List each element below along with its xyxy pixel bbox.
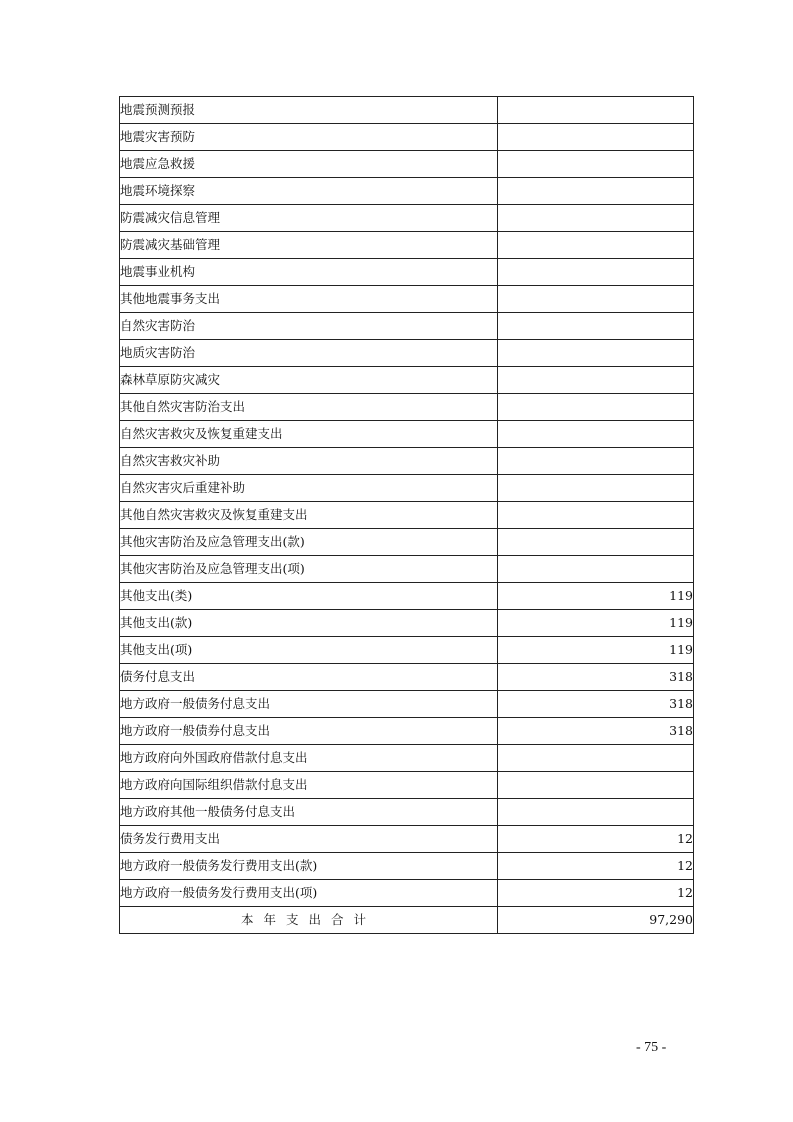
item-amount-cell [498,178,694,205]
item-name-cell: 地方政府向国际组织借款付息支出 [120,772,498,799]
item-name-cell: 其他灾害防治及应急管理支出(项) [120,556,498,583]
item-name-cell: 森林草原防灾减灾 [120,367,498,394]
expenditure-table-container [119,96,693,934]
item-name-cell: 地质灾害防治 [120,340,498,367]
item-name-cell: 地方政府一般债务发行费用支出(款) [120,853,498,880]
item-name-cell: 自然灾害救灾补助 [120,448,498,475]
item-amount-cell [498,340,694,367]
item-amount-cell [498,799,694,826]
item-amount-cell: 119 [498,583,694,610]
table-row [120,826,694,853]
item-name-cell: 自然灾害救灾及恢复重建支出 [120,421,498,448]
item-name-cell: 地方政府其他一般债务付息支出 [120,799,498,826]
item-amount-cell [498,313,694,340]
item-name-cell: 防震减灾信息管理 [120,205,498,232]
item-name-cell: 其他自然灾害防治支出 [120,394,498,421]
table-row [120,259,694,286]
item-amount-cell: 12 [498,880,694,907]
table-row [120,178,694,205]
item-name-cell: 地方政府向外国政府借款付息支出 [120,745,498,772]
total-label-cell: 本年支出合计 [120,907,498,934]
item-amount-cell [498,205,694,232]
item-amount-cell [498,97,694,124]
table-row [120,313,694,340]
item-name-cell: 其他地震事务支出 [120,286,498,313]
expenditure-table [119,96,694,934]
table-row [120,367,694,394]
item-amount-cell [498,367,694,394]
table-row [120,583,694,610]
table-row [120,151,694,178]
table-row [120,799,694,826]
item-name-cell: 自然灾害防治 [120,313,498,340]
table-row [120,421,694,448]
table-row [120,853,694,880]
table-row [120,124,694,151]
item-amount-cell [498,772,694,799]
item-amount-cell: 12 [498,826,694,853]
item-name-cell: 地震环境探察 [120,178,498,205]
item-amount-cell [498,421,694,448]
total-row [120,907,694,934]
table-row [120,556,694,583]
item-amount-cell: 318 [498,691,694,718]
table-row [120,97,694,124]
table-row [120,529,694,556]
total-amount-cell: 97,290 [498,907,694,934]
item-amount-cell: 318 [498,718,694,745]
item-amount-cell [498,394,694,421]
item-name-cell: 自然灾害灾后重建补助 [120,475,498,502]
item-name-cell: 其他自然灾害救灾及恢复重建支出 [120,502,498,529]
item-name-cell: 地方政府一般债券付息支出 [120,718,498,745]
item-amount-cell [498,475,694,502]
item-amount-cell [498,448,694,475]
item-amount-cell: 119 [498,637,694,664]
item-amount-cell [498,556,694,583]
expenditure-table-body [120,97,694,934]
table-row [120,340,694,367]
item-name-cell: 其他灾害防治及应急管理支出(款) [120,529,498,556]
table-row [120,205,694,232]
table-row [120,772,694,799]
item-name-cell: 债务付息支出 [120,664,498,691]
item-amount-cell [498,529,694,556]
page-number: - 75 - [636,1040,667,1055]
item-amount-cell [498,502,694,529]
table-row [120,691,694,718]
table-row [120,394,694,421]
item-name-cell: 地震预测预报 [120,97,498,124]
item-name-cell: 其他支出(项) [120,637,498,664]
item-amount-cell [498,151,694,178]
table-row [120,448,694,475]
item-name-cell: 地震事业机构 [120,259,498,286]
item-name-cell: 地震应急救援 [120,151,498,178]
item-amount-cell: 12 [498,853,694,880]
item-amount-cell [498,286,694,313]
item-amount-cell [498,745,694,772]
item-name-cell: 债务发行费用支出 [120,826,498,853]
table-row [120,610,694,637]
item-amount-cell [498,124,694,151]
table-row [120,664,694,691]
item-name-cell: 防震减灾基础管理 [120,232,498,259]
table-row [120,637,694,664]
item-name-cell: 其他支出(款) [120,610,498,637]
table-row [120,232,694,259]
item-amount-cell: 119 [498,610,694,637]
item-amount-cell [498,259,694,286]
item-amount-cell [498,232,694,259]
item-name-cell: 地方政府一般债务付息支出 [120,691,498,718]
item-amount-cell: 318 [498,664,694,691]
table-row [120,286,694,313]
table-row [120,718,694,745]
table-row [120,880,694,907]
table-row [120,745,694,772]
item-name-cell: 地方政府一般债务发行费用支出(项) [120,880,498,907]
table-row [120,475,694,502]
item-name-cell: 地震灾害预防 [120,124,498,151]
table-row [120,502,694,529]
item-name-cell: 其他支出(类) [120,583,498,610]
